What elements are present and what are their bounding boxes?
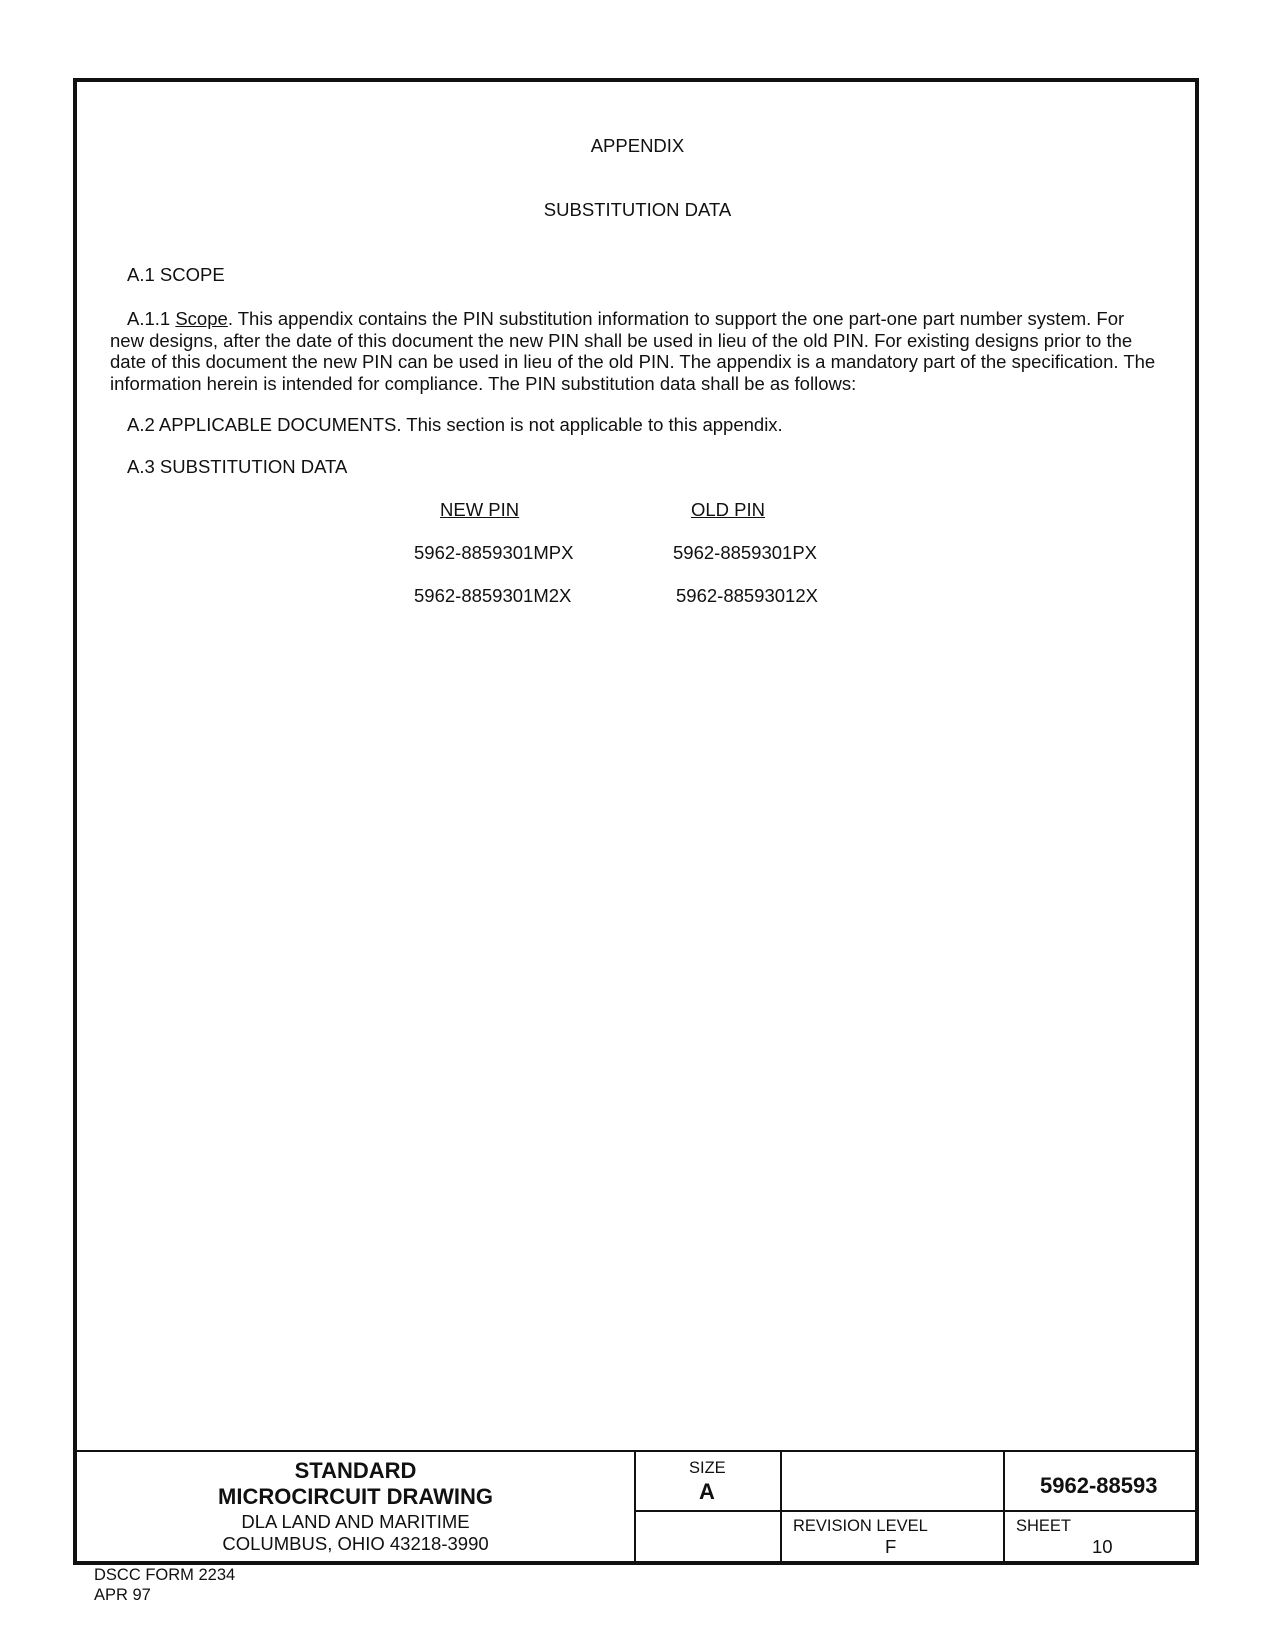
agency-name: DLA LAND AND MARITIME (241, 1511, 470, 1532)
agency-address: COLUMBUS, OHIO 43218-3990 (222, 1533, 489, 1554)
page-border (73, 78, 1199, 1565)
title-block-divider-1 (634, 1450, 636, 1563)
sheet-label: SHEET (1016, 1517, 1072, 1535)
section-a3-heading: A.3 SUBSTITUTION DATA (127, 456, 348, 477)
title-block-divider-2 (780, 1450, 782, 1563)
size-value: A (699, 1479, 715, 1504)
revision-level-label: REVISION LEVEL (793, 1517, 928, 1535)
section-a11-body: . This appendix contains the PIN substitution information to support the one part-one part number system. For new designs, after the date of this document the new PIN shall be used in lieu of the old PIN. For existing designs prior to the date of this document the new PIN can be used in lieu of the old PIN. The appendix is a mandatory part of the specification. The information herein is intended for compliance. The PIN substitution data shall be as follows: (110, 308, 1156, 394)
form-number: DSCC FORM 2234 (94, 1566, 236, 1584)
form-date: APR 97 (94, 1586, 151, 1604)
section-a11-number: A.1.1 (127, 308, 171, 329)
table-row-2-new: 5962-8859301M2X (414, 585, 572, 606)
new-pin-header: NEW PIN (440, 499, 520, 520)
appendix-heading: APPENDIX (590, 135, 685, 156)
table-row-1-new: 5962-8859301MPX (414, 542, 574, 563)
section-a1-heading: A.1 SCOPE (127, 264, 225, 285)
title-block-top-rule (75, 1450, 1197, 1452)
section-a2-text: A.2 APPLICABLE DOCUMENTS. This section is not applicable to this appendix. (127, 414, 783, 435)
section-a11-title: Scope (175, 308, 228, 329)
sheet-number: 10 (1092, 1536, 1113, 1557)
microcircuit-drawing-label: MICROCIRCUIT DRAWING (218, 1484, 493, 1509)
standard-label: STANDARD (294, 1458, 417, 1483)
old-pin-header: OLD PIN (691, 499, 766, 520)
document-number: 5962-88593 (1040, 1473, 1158, 1498)
title-block-mid-rule (634, 1510, 1197, 1512)
title-block-divider-3 (1003, 1450, 1005, 1563)
substitution-data-heading: SUBSTITUTION DATA (543, 199, 732, 220)
revision-level-value: F (885, 1536, 897, 1557)
section-a11-paragraph (110, 308, 1160, 394)
size-label: SIZE (689, 1459, 726, 1477)
table-row-1-old: 5962-8859301PX (673, 542, 818, 563)
table-row-2-old: 5962-88593012X (676, 585, 818, 606)
